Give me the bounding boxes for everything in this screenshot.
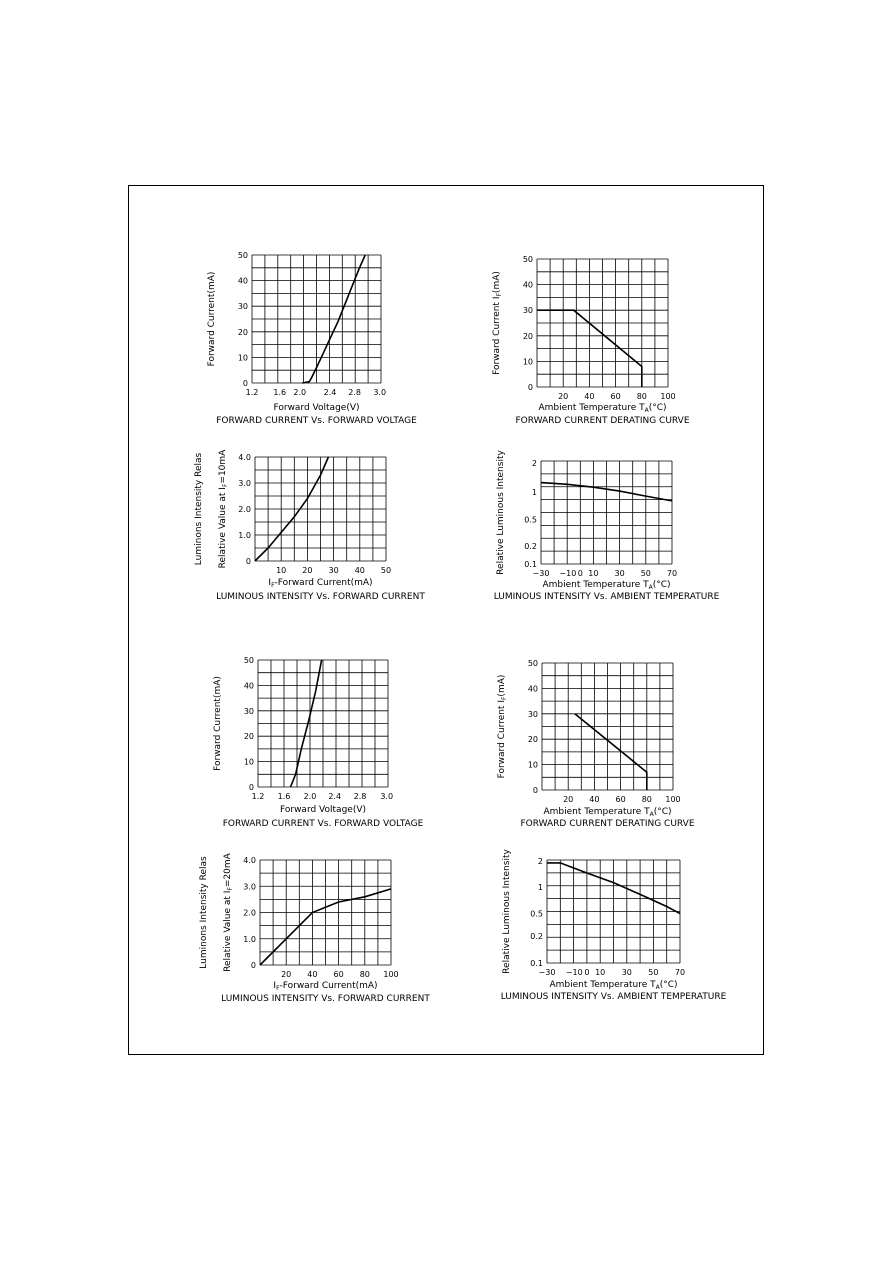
y-tick-label: 1 — [531, 487, 537, 497]
x-tick-label: 10 — [595, 968, 606, 977]
x-axis-label-tail: (°C) — [659, 980, 678, 990]
chart-4 — [494, 450, 720, 602]
chart-title: FORWARD CURRENT Vs. FORWARD VOLTAGE — [222, 819, 424, 829]
x-tick-label: 1.6 — [273, 388, 287, 397]
y-axis-label-tail: (mA) — [492, 271, 502, 294]
x-tick-label: 3.0 — [380, 792, 394, 801]
y-tick-label: 50 — [237, 251, 248, 260]
x-tick-label: −10 — [559, 569, 577, 578]
x-axis-label-tail: (°C) — [648, 403, 667, 413]
x-axis-label-sub: A — [644, 407, 649, 414]
y-tick-label: 10 — [527, 760, 538, 770]
x-tick-label: 10 — [276, 566, 287, 575]
y-axis-label: Luminons Intensity Relas — [199, 856, 209, 969]
y-tick-label: 10 — [243, 757, 254, 767]
x-tick-label: 40 — [354, 566, 365, 575]
y-tick-label: 0.2 — [530, 932, 543, 942]
x-tick-label: 60 — [615, 795, 626, 804]
x-tick-label: 1.2 — [245, 388, 259, 397]
x-axis-label-main: I — [268, 578, 272, 588]
chart-2 — [492, 255, 690, 426]
x-tick-label: 70 — [674, 968, 686, 977]
y-tick-label: 3.0 — [238, 479, 251, 488]
chart-title: LUMINOUS INTENSITY Vs. AMBIENT TEMPERATURE — [500, 992, 727, 1002]
x-axis-label-main: Ambient Temperature T — [538, 403, 645, 413]
chart-grid — [260, 860, 391, 965]
x-axis-label-sub: A — [655, 984, 660, 991]
x-tick-label: 100 — [665, 795, 681, 804]
x-axis-label-main: I — [273, 981, 277, 991]
x-axis-label-sub: A — [648, 584, 653, 591]
y-tick-label: 40 — [527, 684, 538, 694]
chart-title: FORWARD CURRENT DERATING CURVE — [520, 819, 695, 829]
x-axis-label-tail: -Forward Current(mA) — [274, 578, 373, 588]
x-tick-label: 0 — [584, 968, 590, 977]
y-tick-label: 10 — [522, 357, 533, 367]
chart-grid — [255, 457, 386, 561]
x-tick-label: 60 — [333, 970, 344, 979]
x-tick-label: 1.6 — [277, 792, 291, 801]
chart-grid — [541, 461, 672, 564]
x-tick-label: 50 — [640, 569, 651, 578]
chart-grid — [252, 255, 381, 383]
x-axis-label-tail: (°C) — [652, 580, 671, 590]
x-tick-label: 40 — [307, 970, 318, 979]
chart-title: FORWARD CURRENT DERATING CURVE — [515, 416, 690, 426]
y-tick-label: 0 — [248, 783, 254, 792]
x-tick-label: 3.0 — [373, 388, 387, 397]
x-tick-label: 2.4 — [328, 792, 342, 801]
y-tick-label: 4.0 — [243, 856, 256, 865]
y-axis-label — [223, 852, 234, 972]
y-axis-label: Forward Current(mA) — [207, 271, 217, 367]
x-axis-label-main: Forward Voltage(V) — [280, 805, 366, 815]
y-tick-label: 1.0 — [238, 531, 251, 540]
y-tick-label: 0.1 — [530, 959, 543, 968]
chart-3 — [194, 449, 425, 602]
y-tick-label: 40 — [243, 681, 254, 691]
x-tick-label: 70 — [666, 569, 678, 578]
chart-grid — [547, 860, 680, 963]
x-tick-label: −10 — [565, 968, 583, 977]
x-tick-label: 40 — [584, 392, 595, 401]
x-tick-label: 100 — [660, 392, 676, 401]
x-axis-label — [538, 403, 666, 414]
x-tick-label: 50 — [380, 566, 392, 575]
x-axis-label — [268, 578, 372, 589]
x-tick-label: 30 — [328, 566, 339, 575]
y-tick-label: 3.0 — [243, 882, 256, 892]
chart-grid — [537, 259, 668, 387]
y-tick-label: 50 — [527, 659, 538, 668]
x-axis-label — [273, 981, 377, 992]
y-axis-label: Luminons Intensity Relas — [194, 452, 204, 566]
y-tick-label: 0.2 — [524, 541, 537, 551]
y-axis-label — [497, 675, 508, 779]
x-axis-label — [543, 807, 671, 818]
y-tick-label: 0.5 — [524, 515, 537, 525]
y-tick-label: 40 — [237, 276, 248, 286]
y-axis-label-main: Forward Current I — [497, 700, 507, 779]
x-tick-label: 2.8 — [353, 792, 367, 801]
y-tick-label: 30 — [522, 306, 533, 316]
y-tick-label: 0 — [250, 961, 256, 970]
y-axis-label-tail: =20mA — [223, 853, 233, 888]
y-axis-label-main: Relative Value at I — [223, 890, 233, 972]
y-tick-label: 2.0 — [238, 505, 251, 514]
x-axis-label-sub: A — [649, 811, 654, 818]
chart-title: FORWARD CURRENT Vs. FORWARD VOLTAGE — [216, 416, 417, 426]
chart-1 — [207, 251, 417, 426]
x-tick-label: 30 — [614, 569, 625, 578]
x-tick-label: 80 — [641, 795, 652, 804]
y-tick-label: 40 — [522, 280, 533, 290]
x-tick-label: 2.8 — [348, 388, 361, 397]
x-tick-label: −30 — [532, 569, 550, 578]
y-axis-label-sub: F — [222, 483, 229, 488]
x-tick-label: 20 — [558, 392, 569, 401]
y-tick-label: 0.1 — [524, 560, 537, 569]
x-tick-label: 80 — [636, 392, 647, 401]
y-axis-label — [218, 449, 229, 569]
y-tick-label: 0.5 — [530, 909, 543, 919]
x-tick-label: 20 — [281, 970, 292, 979]
y-tick-label: 4.0 — [238, 453, 251, 462]
x-axis-label-sub: F — [271, 582, 275, 589]
x-axis-label-main: Ambient Temperature T — [542, 580, 649, 590]
y-tick-label: 2 — [531, 459, 537, 469]
chart-7 — [199, 852, 430, 1004]
y-axis-label-tail: =10mA — [218, 449, 228, 484]
x-axis-label — [549, 980, 677, 991]
y-tick-label: 0 — [242, 379, 248, 388]
y-tick-label: 10 — [237, 353, 248, 363]
x-axis-label — [274, 403, 360, 413]
y-tick-label: 1.0 — [243, 934, 256, 944]
x-tick-label: 1.2 — [251, 792, 265, 801]
x-tick-label: 0 — [577, 569, 583, 578]
x-tick-label: 2.0 — [303, 792, 317, 801]
x-tick-label: 10 — [588, 569, 599, 578]
x-axis-label — [542, 580, 670, 591]
y-axis-label-main: Relative Value at I — [218, 487, 228, 569]
y-tick-label: 0 — [532, 786, 538, 795]
x-tick-label: 20 — [563, 795, 574, 804]
y-axis-label — [492, 271, 503, 375]
chart-6 — [497, 659, 695, 829]
chart-grid — [542, 663, 673, 790]
chart-title: LUMINOUS INTENSITY Vs. AMBIENT TEMPERATURE — [493, 592, 720, 602]
x-tick-label: 80 — [359, 970, 370, 979]
y-axis-label: Forward Current(mA) — [213, 676, 223, 771]
x-tick-label: 50 — [648, 968, 659, 977]
x-axis-label-main: Ambient Temperature T — [543, 807, 650, 817]
y-tick-label: 0 — [245, 557, 251, 566]
chart-title: LUMINOUS INTENSITY Vs. FORWARD CURRENT — [221, 994, 430, 1004]
chart-title: LUMINOUS INTENSITY Vs. FORWARD CURRENT — [216, 592, 425, 602]
x-axis-label-main: Forward Voltage(V) — [273, 403, 360, 413]
chart-grid — [258, 660, 388, 787]
x-tick-label: 100 — [383, 970, 399, 979]
y-tick-label: 20 — [237, 327, 248, 337]
y-tick-label: 1 — [537, 882, 543, 892]
x-axis-label-main: Ambient Temperature T — [549, 980, 656, 990]
x-tick-label: 2.0 — [293, 388, 307, 397]
y-tick-label: 20 — [243, 732, 254, 742]
chart-5 — [213, 656, 424, 829]
x-axis-label-tail: -Forward Current(mA) — [279, 981, 378, 991]
y-tick-label: 2 — [537, 857, 543, 867]
x-axis-label-sub: F — [276, 985, 280, 992]
x-axis-label — [280, 805, 366, 815]
y-tick-label: 20 — [522, 331, 533, 341]
y-tick-label: 30 — [243, 706, 254, 716]
x-tick-label: 40 — [589, 795, 600, 804]
y-tick-label: 50 — [243, 656, 254, 665]
x-tick-label: 60 — [610, 392, 621, 401]
y-tick-label: 0 — [527, 383, 533, 392]
y-axis-label-sub: F — [496, 293, 503, 297]
x-tick-label: 2.4 — [323, 388, 337, 397]
x-axis-label-tail: (°C) — [653, 807, 672, 817]
y-axis-label-main: Forward Current I — [492, 296, 502, 375]
y-tick-label: 20 — [527, 735, 538, 745]
y-axis-label-sub: F — [501, 696, 508, 701]
y-tick-label: 30 — [527, 709, 538, 719]
y-tick-label: 2.0 — [243, 908, 256, 918]
x-tick-label: −30 — [538, 968, 556, 977]
x-tick-label: 30 — [621, 968, 632, 977]
y-axis-label-sub: F — [227, 887, 234, 891]
chart-8 — [501, 849, 727, 1002]
y-tick-label: 50 — [522, 255, 533, 264]
y-axis-label-tail: (mA) — [497, 674, 507, 697]
y-tick-label: 30 — [237, 302, 248, 312]
y-axis-label: Relative Luminous Intensity — [496, 450, 506, 575]
x-tick-label: 20 — [302, 566, 313, 575]
y-axis-label: Relative Luminous Intensity — [502, 849, 512, 974]
